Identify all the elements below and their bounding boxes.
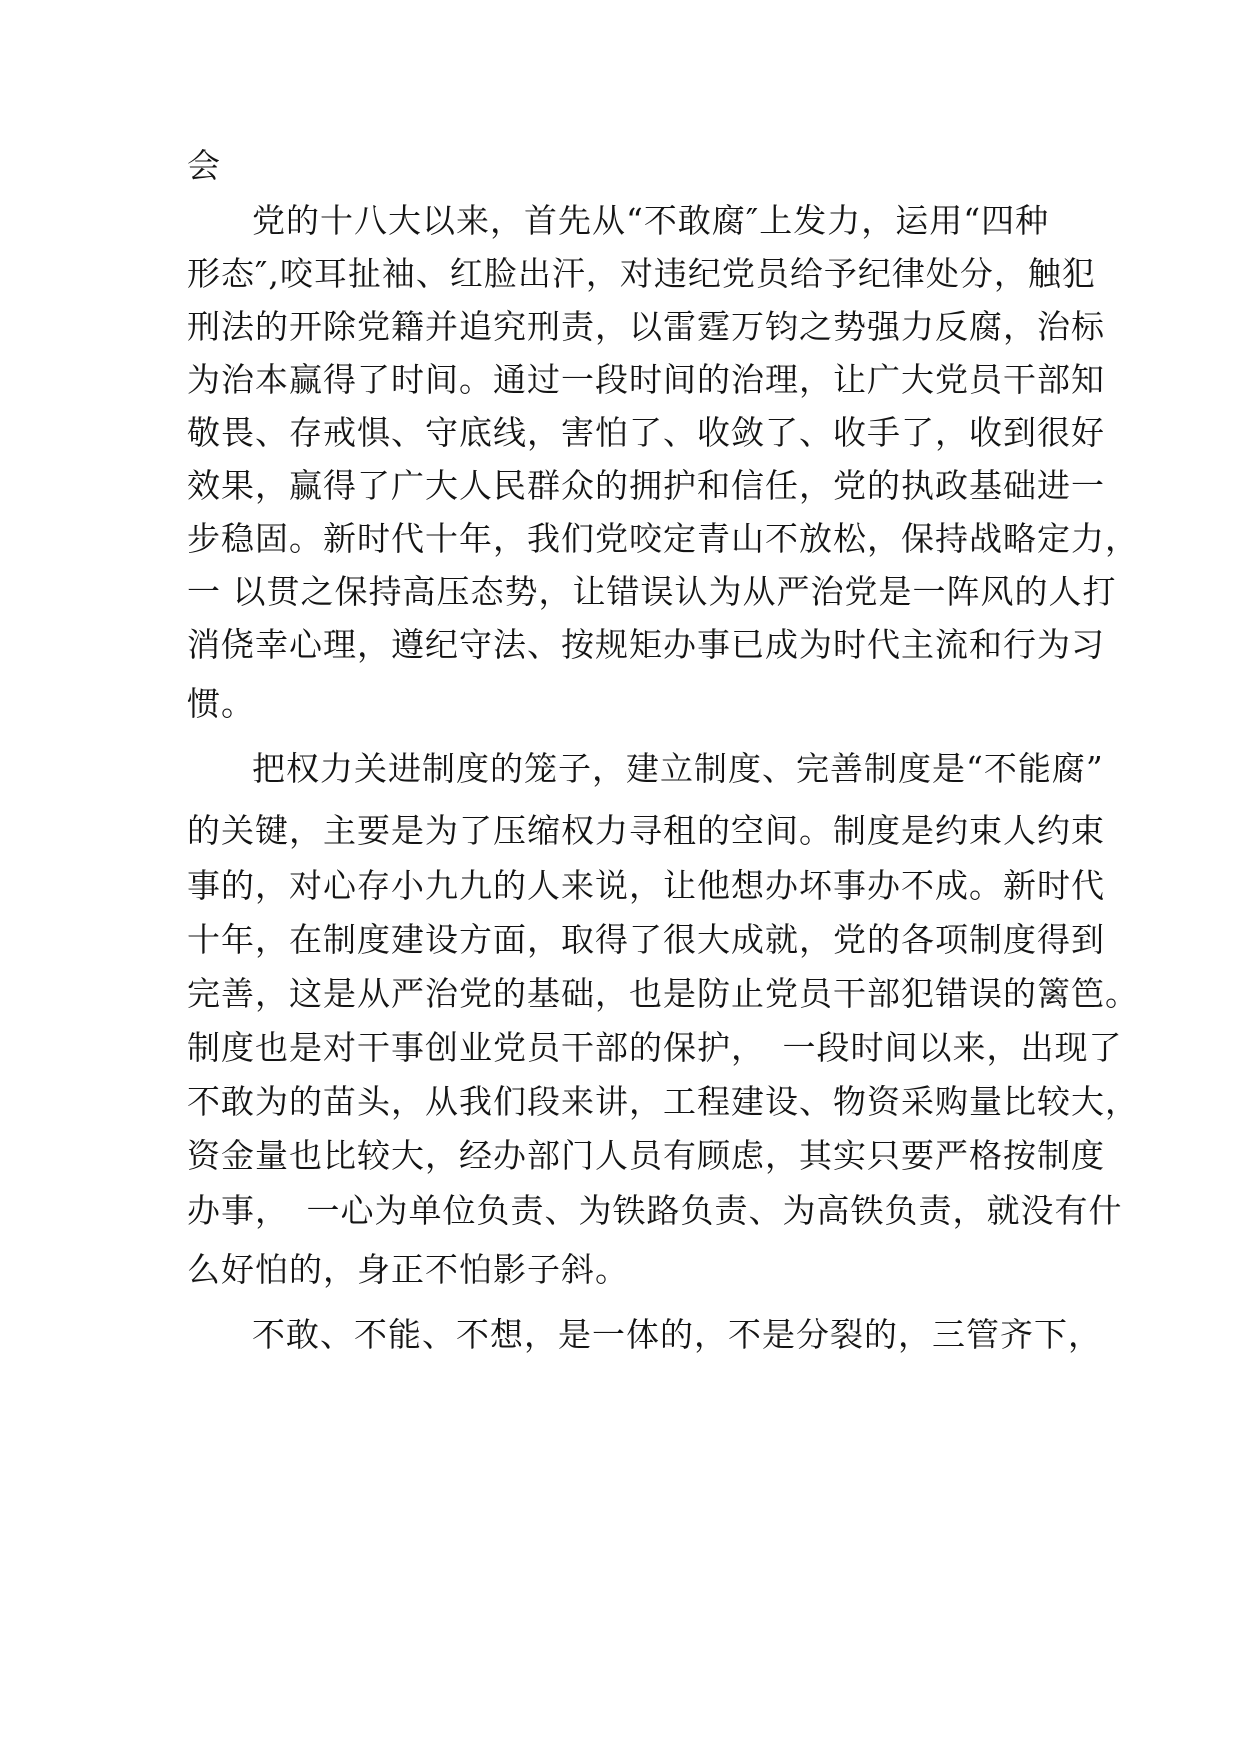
- text-line: 消侥幸心理，遵纪守法、按规矩办事已成为时代主流和行为习: [187, 625, 1105, 664]
- text-line: 的关键，主要是为了压缩权力寻租的空间。制度是约束人约束: [187, 811, 1105, 850]
- text-line: 不敢为的苗头，从我们段来讲，工程建设、物资采购量比较大，: [187, 1082, 1139, 1121]
- text-line: 刑法的开除党籍并追究刑责，以雷霆万钧之势强力反腐，治标: [187, 307, 1105, 346]
- paragraph-first-line: 不敢、不能、不想，是一体的，不是分裂的，三管齐下，: [252, 1315, 1102, 1354]
- text-line: 敬畏、存戒惧、守底线，害怕了、收敛了、收手了，收到很好: [187, 413, 1105, 452]
- text-line: 完善，这是从严治党的基础，也是防止党员干部犯错误的篱笆。: [187, 974, 1139, 1013]
- text-line: 为治本赢得了时间。通过一段时间的治理，让广大党员干部知: [187, 360, 1105, 399]
- text-line: 十年，在制度建设方面，取得了很大成就，党的各项制度得到: [187, 920, 1105, 959]
- paragraph-first-line: 把权力关进制度的笼子，建立制度、完善制度是“不能腐”: [252, 749, 1104, 788]
- text-line: 步稳固。新时代十年，我们党咬定青山不放松，保持战略定力，: [187, 519, 1139, 558]
- text-line: 会: [187, 146, 221, 185]
- text-line: 资金量也比较大，经办部门人员有顾虑，其实只要严格按制度: [187, 1136, 1105, 1175]
- text-line: 一 以贯之保持高压态势，让错误认为从严治党是一阵风的人打: [187, 572, 1117, 611]
- text-line: 事的，对心存小九九的人来说，让他想办坏事办不成。新时代: [187, 866, 1105, 905]
- text-line: 惯。: [187, 684, 255, 723]
- text-line: 么好怕的，身正不怕影子斜。: [187, 1250, 629, 1289]
- paragraph-first-line: 党的十八大以来，首先从“不敢腐″上发力，运用“四种: [252, 201, 1050, 240]
- text-line: 形态″,咬耳扯袖、红脸出汗，对违纪党员给予纪律处分，触犯: [187, 254, 1096, 293]
- text-line: 效果，赢得了广大人民群众的拥护和信任，党的执政基础进一: [187, 466, 1105, 505]
- text-line: 办事， 一心为单位负责、为铁路负责、为高铁负责，就没有什: [187, 1191, 1123, 1230]
- text-line: 制度也是对干事创业党员干部的保护， 一段时间以来，出现了: [187, 1028, 1123, 1067]
